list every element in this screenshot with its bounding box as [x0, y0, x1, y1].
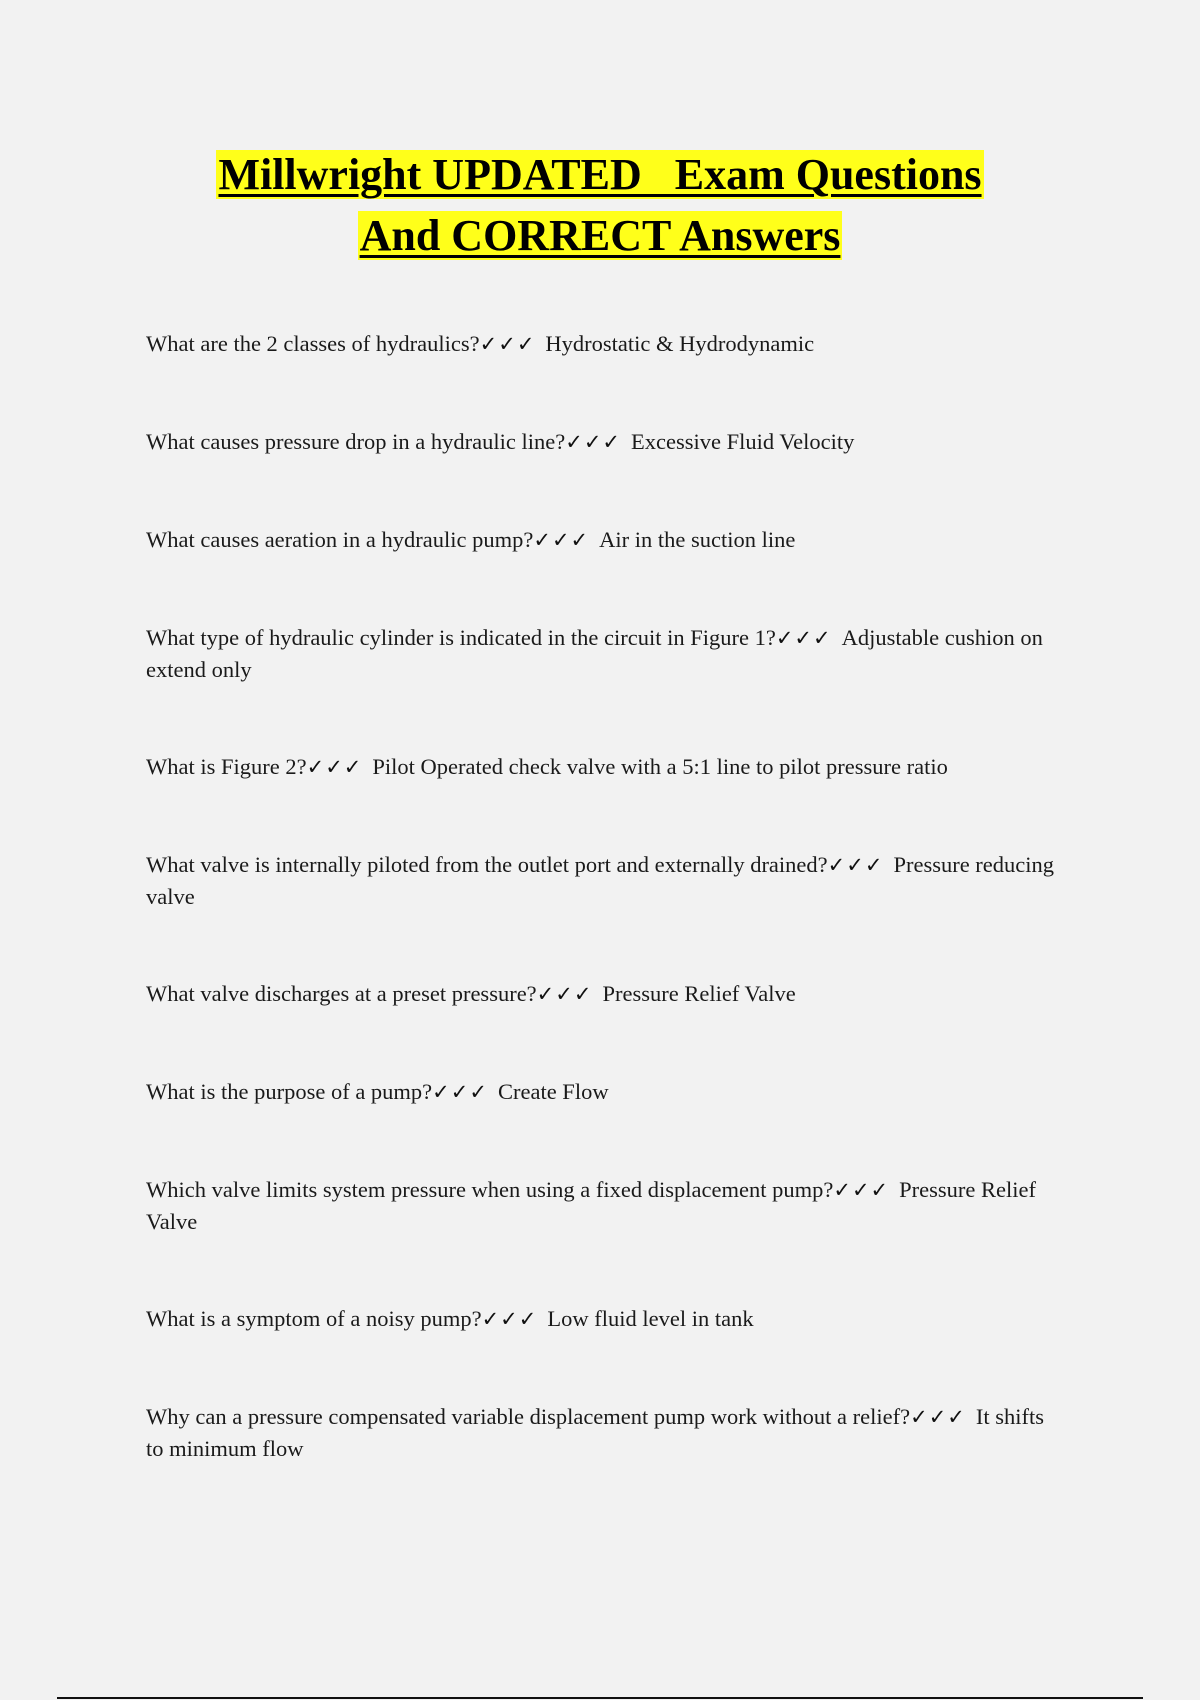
footer-divider [57, 1697, 1143, 1699]
checkmark-icon: ✓✓✓ [533, 528, 590, 552]
qa-item [146, 328, 1066, 360]
qa-item [146, 1076, 1066, 1108]
question-text: What are the 2 classes of hydraulics? [146, 331, 480, 356]
question-text: What causes aeration in a hydraulic pump? [146, 527, 534, 552]
checkmark-icon: ✓✓✓ [775, 626, 832, 650]
question-text: What is Figure 2? [146, 754, 307, 779]
qa-item [146, 849, 1066, 912]
question-text: What is a symptom of a noisy pump? [146, 1306, 482, 1331]
answer-text: Create Flow [497, 1079, 609, 1104]
qa-item [146, 622, 1066, 685]
answer-text: Pilot Operated check valve with a 5:1 line to pilot pressure ratio [372, 754, 948, 779]
answer-text: Pressure reducing valve [146, 852, 1055, 909]
qa-item [146, 426, 1066, 458]
answer-text: Excessive Fluid Velocity [631, 429, 855, 454]
answer-text: Adjustable cushion on extend only [146, 625, 1043, 682]
question-text: What is the purpose of a pump? [146, 1079, 433, 1104]
document-title [0, 144, 1200, 266]
checkmark-icon: ✓✓✓ [565, 430, 622, 454]
question-text: What type of hydraulic cylinder is indicated in the circuit in Figure 1? [146, 625, 776, 650]
checkmark-icon: ✓✓✓ [432, 1080, 488, 1104]
question-text: What causes pressure drop in a hydraulic line? [146, 429, 566, 454]
checkmark-icon: ✓✓✓ [536, 982, 593, 1006]
checkmark-icon: ✓✓✓ [910, 1405, 966, 1429]
answer-text: Air in the suction line [599, 527, 796, 552]
checkmark-icon: ✓✓✓ [479, 332, 536, 356]
question-text: Which valve limits system pressure when using a fixed displacement pump? [146, 1177, 834, 1202]
answer-text: Low fluid level in tank [547, 1306, 754, 1331]
answer-text: Pressure Relief Valve [602, 981, 796, 1006]
qa-item [146, 1174, 1066, 1237]
question-text: Why can a pressure compensated variable displacement pump work without a relief? [146, 1404, 911, 1429]
qa-item [146, 1303, 1066, 1335]
qa-item [146, 524, 1066, 556]
checkmark-icon: ✓✓✓ [833, 1178, 890, 1202]
checkmark-icon: ✓✓✓ [481, 1307, 538, 1331]
checkmark-icon: ✓✓✓ [306, 755, 363, 779]
checkmark-icon: ✓✓✓ [827, 853, 884, 877]
qa-list [146, 328, 1066, 1530]
question-text: What valve is internally piloted from the outlet port and externally drained? [146, 852, 828, 877]
answer-text: Pressure Relief Valve [146, 1177, 1036, 1234]
qa-item [146, 1401, 1066, 1464]
title-line-2: And CORRECT Answers [359, 211, 841, 260]
qa-item [146, 978, 1066, 1010]
title-line-1: Millwright UPDATED Exam Questions [218, 150, 982, 199]
answer-text: Hydrostatic & Hydrodynamic [545, 331, 815, 356]
qa-item [146, 751, 1066, 783]
answer-text: It shifts to minimum flow [146, 1404, 1045, 1461]
question-text: What valve discharges at a preset pressure? [146, 981, 537, 1006]
